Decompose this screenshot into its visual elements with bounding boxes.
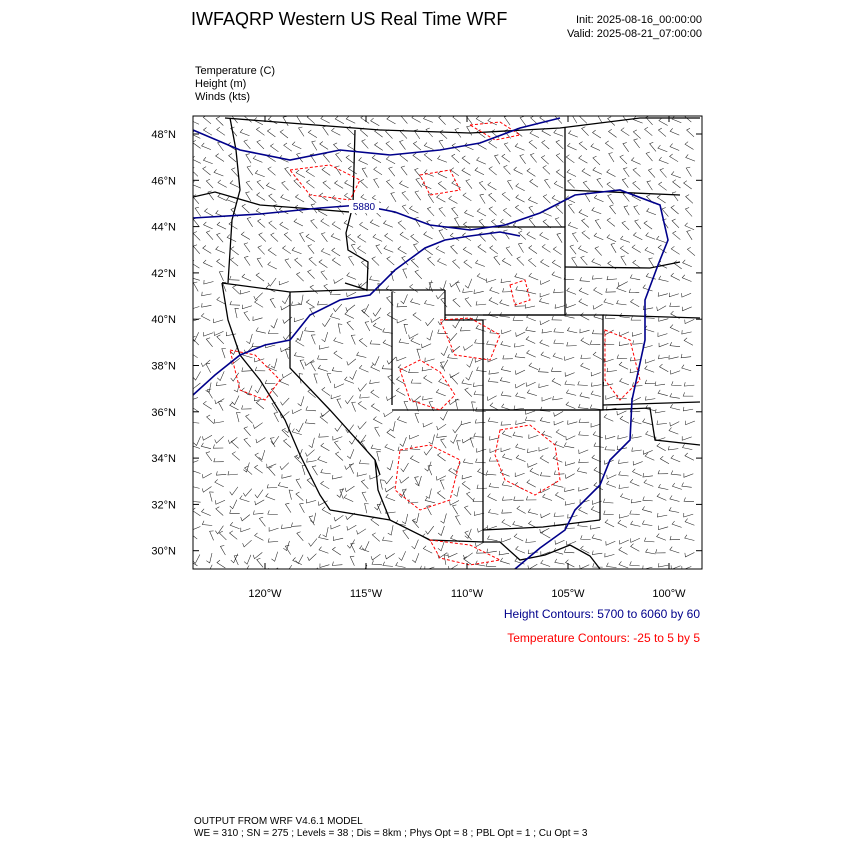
- valid-time: Valid: 2025-08-21_07:00:00: [567, 28, 702, 40]
- temperature-contour-note: Temperature Contours: -25 to 5 by 5: [507, 631, 700, 645]
- lon-label: 100°W: [652, 588, 686, 600]
- lat-label: 38°N: [151, 360, 176, 373]
- lat-label: 36°N: [151, 406, 176, 419]
- lat-label: 32°N: [151, 499, 176, 512]
- lon-label: 120°W: [248, 588, 282, 600]
- lon-label: 105°W: [551, 588, 585, 600]
- field-height: Height (m): [195, 78, 247, 90]
- init-time: Init: 2025-08-16_00:00:00: [576, 14, 702, 26]
- lat-label: 34°N: [151, 453, 176, 466]
- lon-label: 115°W: [349, 588, 383, 600]
- lat-label: 30°N: [151, 545, 176, 558]
- lat-label: 42°N: [151, 267, 176, 280]
- lat-label: 44°N: [151, 221, 176, 234]
- lat-label: 46°N: [151, 175, 176, 188]
- field-temperature: Temperature (C): [195, 65, 276, 77]
- lon-label: 110°W: [450, 588, 484, 600]
- lat-label: 40°N: [151, 314, 176, 327]
- footer-config: WE = 310 ; SN = 275 ; Levels = 38 ; Dis = 8km ; Phys Opt = 8 ; PBL Opt = 1 ; Cu Opt = 3: [194, 828, 588, 839]
- contour-label-5880: 5880: [352, 202, 376, 213]
- height-contour-note: Height Contours: 5700 to 6060 by 60: [503, 607, 700, 621]
- footer-model: OUTPUT FROM WRF V4.6.1 MODEL: [194, 816, 363, 827]
- field-winds: Winds (kts): [195, 91, 250, 103]
- page-title: IWFAQRP Western US Real Time WRF: [191, 9, 508, 29]
- lat-label: 48°N: [151, 129, 176, 141]
- model-footer: [194, 816, 587, 840]
